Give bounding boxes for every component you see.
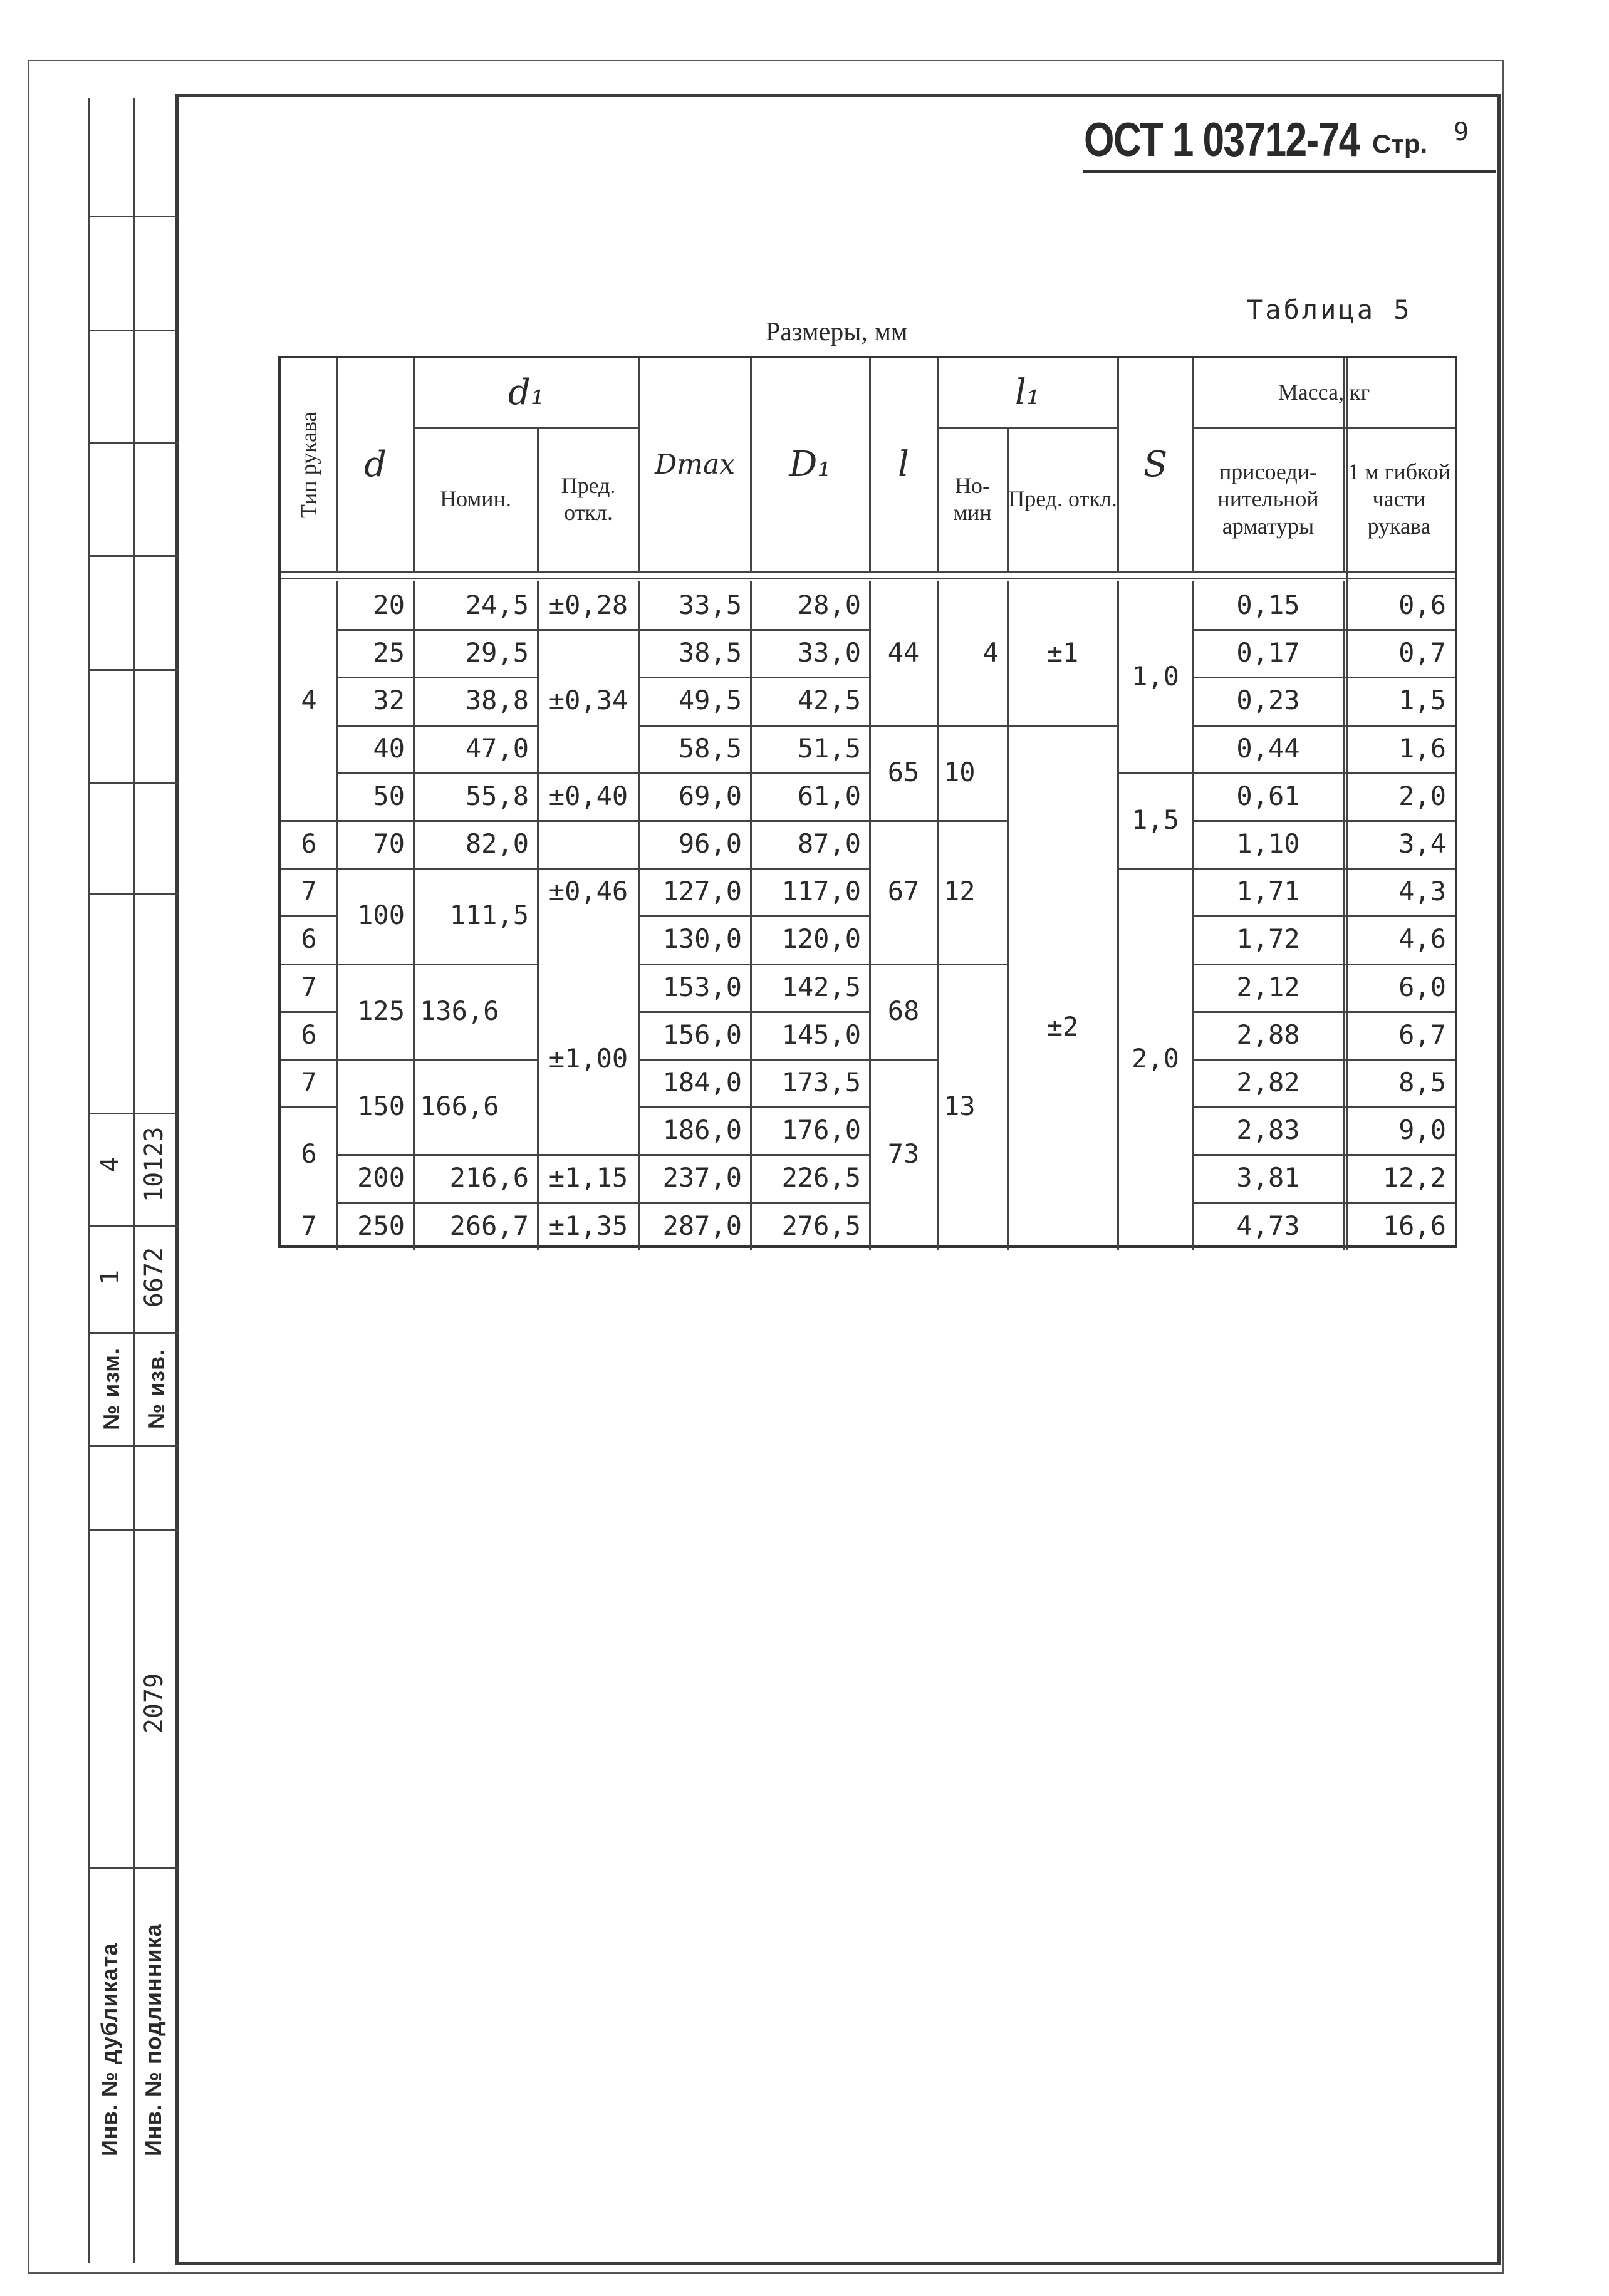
cell-l: 73	[887, 1138, 920, 1170]
cell-dmax: 153,0	[662, 971, 742, 1002]
cell-D1: 33,0	[797, 637, 861, 668]
cell-dmax: 69,0	[678, 780, 742, 811]
cell-dmax: 130,0	[662, 923, 742, 955]
col-header-d: d	[364, 444, 387, 485]
cell-mass-fitting: 0,44	[1236, 732, 1300, 764]
cell-d: 70	[373, 828, 405, 860]
stamp-line	[88, 1445, 179, 1447]
col-header-hose-type: Тип рукава	[296, 412, 321, 518]
stamp-line	[88, 1529, 179, 1531]
cell-dmax: 156,0	[662, 1019, 742, 1050]
stamp-line	[88, 782, 179, 784]
cell-dmax: 127,0	[662, 876, 742, 907]
cell-D1: 42,5	[797, 685, 861, 716]
cell-D1: 226,5	[781, 1162, 861, 1193]
cell-D1: 51,5	[797, 732, 861, 764]
stamp-line	[88, 1113, 179, 1114]
stamp-line	[88, 1867, 179, 1869]
cell-l: 68	[887, 995, 920, 1026]
col-header-mass-fitting: присоеди-нительной арматуры	[1217, 459, 1319, 539]
cell-dmax: 38,5	[678, 637, 742, 668]
cell-mass-fitting: 3,81	[1236, 1162, 1300, 1193]
cell-D1: 120,0	[781, 923, 861, 955]
cell-d: 150	[357, 1091, 405, 1122]
col-header-l: l	[898, 444, 909, 485]
cell-D1: 61,0	[797, 780, 861, 811]
col-header-l1-nom: Но-мин	[953, 472, 992, 525]
cell-s: 1,5	[1132, 804, 1179, 835]
cell-mass-fitting: 2,82	[1236, 1067, 1300, 1098]
cell-mass-hose: 2,0	[1398, 780, 1446, 811]
cell-hose-type: 4	[301, 685, 317, 716]
cell-l1-tol: ±1	[1046, 637, 1079, 668]
cell-d1-nom: 266,7	[449, 1210, 529, 1241]
cell-mass-fitting: 2,12	[1236, 971, 1300, 1002]
cell-hose-type: 6	[301, 1019, 317, 1050]
cell-s: 1,0	[1132, 661, 1179, 692]
cell-hose-type: 7	[301, 1067, 317, 1098]
col-header-d1: d₁	[508, 371, 545, 413]
col-header-D1: D₁	[789, 444, 831, 485]
stamp-line	[88, 893, 179, 895]
cell-mass-fitting: 1,71	[1236, 876, 1300, 907]
cell-s: 2,0	[1132, 1042, 1179, 1074]
cell-mass-hose: 9,0	[1398, 1114, 1446, 1146]
cell-mass-fitting: 1,10	[1236, 828, 1300, 860]
side-stamp	[88, 98, 179, 2263]
cell-l1-nom: 12	[944, 876, 976, 907]
cell-l: 65	[887, 756, 920, 787]
cell-hose-type: 7	[301, 971, 317, 1002]
cell-d1-tol: ±1,00	[548, 1042, 628, 1074]
document-header	[1078, 113, 1504, 175]
cell-d1-tol: ±0,46	[548, 876, 628, 907]
header-underline	[1083, 170, 1496, 173]
cell-hose-type: 6	[301, 1138, 317, 1170]
cell-mass-hose: 6,7	[1398, 1019, 1446, 1050]
col-header-l1-tol: Пред. откл.	[1008, 486, 1117, 512]
stamp-line	[88, 669, 179, 671]
inv-orig-label: Инв. № подлинника	[140, 1923, 166, 2156]
cell-d1-nom: 29,5	[465, 637, 529, 668]
rev-value-4: 4	[96, 1156, 125, 1173]
col-header-d1-nom: Номин.	[440, 486, 511, 512]
stamp-line	[88, 330, 179, 331]
cell-hose-type: 7	[301, 1210, 317, 1241]
stamp-line	[88, 442, 179, 444]
cell-d: 100	[357, 900, 405, 931]
cell-l1-nom: 4	[982, 637, 999, 668]
cell-d1-nom: 55,8	[465, 780, 529, 811]
cell-d1-nom: 136,6	[420, 995, 499, 1026]
cell-d1-nom: 216,6	[449, 1162, 529, 1193]
cell-mass-hose: 12,2	[1382, 1162, 1446, 1193]
cell-mass-hose: 3,4	[1398, 828, 1446, 860]
notice-value-10123: 10123	[140, 1126, 169, 1202]
cell-dmax: 49,5	[678, 685, 742, 716]
cell-mass-fitting: 0,61	[1236, 780, 1300, 811]
cell-dmax: 184,0	[662, 1067, 742, 1098]
cell-dmax: 96,0	[678, 828, 742, 860]
cell-d1-nom: 38,8	[465, 685, 529, 716]
cell-d1-tol: ±0,34	[548, 685, 628, 716]
cell-dmax: 237,0	[662, 1162, 742, 1193]
cell-d: 25	[373, 637, 405, 668]
cell-D1: 176,0	[781, 1114, 861, 1146]
cell-d: 40	[373, 732, 405, 764]
cell-d: 20	[373, 590, 405, 621]
col-header-s: S	[1143, 444, 1168, 485]
page-label: Стр.	[1372, 129, 1428, 158]
header-bottom-line	[281, 578, 1455, 579]
cell-mass-hose: 8,5	[1398, 1067, 1446, 1098]
cell-D1: 28,0	[797, 590, 861, 621]
notice-no-label: № изв.	[143, 1348, 169, 1430]
cell-l: 67	[887, 876, 920, 907]
rev-value-1: 1	[96, 1269, 125, 1286]
cell-d1-nom: 47,0	[465, 732, 529, 764]
cell-mass-hose: 0,7	[1398, 637, 1446, 668]
cell-d1-nom: 166,6	[420, 1091, 499, 1122]
stamp-line	[88, 1225, 179, 1227]
cell-mass-hose: 6,0	[1398, 971, 1446, 1002]
units-caption: Размеры, мм	[766, 318, 908, 346]
cell-d1-tol: ±0,40	[548, 780, 628, 811]
cell-mass-fitting: 0,23	[1236, 685, 1300, 716]
page-number: 9	[1454, 118, 1469, 147]
cell-mass-hose: 4,3	[1398, 876, 1446, 907]
cell-hose-type: 6	[301, 828, 317, 860]
document-code: ОСТ 1 03712-74	[1084, 113, 1360, 167]
cell-D1: 173,5	[781, 1067, 861, 1098]
cell-mass-hose: 4,6	[1398, 923, 1446, 955]
col-header-mass-hose: 1 м гибкой части рукава	[1347, 459, 1451, 539]
cell-D1: 142,5	[781, 971, 861, 1002]
stamp-line	[88, 555, 179, 557]
cell-d1-nom: 82,0	[465, 828, 529, 860]
cell-mass-fitting: 0,15	[1236, 590, 1300, 621]
cell-dmax: 33,5	[678, 590, 742, 621]
cell-d: 200	[357, 1162, 405, 1193]
cell-d: 50	[373, 780, 405, 811]
cell-d: 250	[357, 1210, 405, 1241]
notice-value-6672: 6672	[140, 1247, 169, 1308]
cell-mass-fitting: 4,73	[1236, 1210, 1300, 1241]
cell-D1: 87,0	[797, 828, 861, 860]
dimensions-table	[278, 356, 1457, 1248]
cell-d1-tol: ±1,15	[548, 1162, 628, 1193]
cell-mass-hose: 16,6	[1382, 1210, 1446, 1241]
header-bottom-line	[281, 571, 1455, 573]
col-header-d1-tol: Пред. откл.	[561, 472, 616, 525]
cell-D1: 117,0	[781, 876, 861, 907]
stamp-line	[88, 1332, 179, 1334]
cell-dmax: 186,0	[662, 1114, 742, 1146]
cell-d1-tol: ±0,28	[548, 590, 628, 621]
rev-no-label: № изм.	[98, 1348, 124, 1430]
cell-l1-nom: 10	[944, 756, 976, 787]
cell-l1-nom: 13	[944, 1091, 976, 1122]
cell-hose-type: 6	[301, 923, 317, 955]
cell-mass-fitting: 0,17	[1236, 637, 1300, 668]
cell-mass-hose: 1,6	[1398, 732, 1446, 764]
inv-orig-value: 2079	[140, 1673, 169, 1734]
cell-mass-fitting: 1,72	[1236, 923, 1300, 955]
cell-hose-type: 7	[301, 876, 317, 907]
cell-dmax: 287,0	[662, 1210, 742, 1241]
col-header-dmax: Dmax	[654, 448, 736, 480]
cell-mass-hose: 1,5	[1398, 685, 1446, 716]
table-caption: Таблица 5	[1247, 294, 1412, 325]
col-header-mass: Масса, кг	[1278, 380, 1370, 405]
cell-d: 32	[373, 685, 405, 716]
cell-d1-nom: 24,5	[465, 590, 529, 621]
cell-l: 44	[887, 637, 920, 668]
cell-mass-fitting: 2,83	[1236, 1114, 1300, 1146]
inv-dup-label: Инв. № дубликата	[96, 1942, 122, 2156]
cell-l1-tol: ±2	[1046, 1010, 1079, 1042]
cell-d1-nom: 111,5	[449, 900, 529, 931]
cell-D1: 145,0	[781, 1019, 861, 1050]
cell-mass-fitting: 2,88	[1236, 1019, 1300, 1050]
stamp-line	[88, 216, 179, 217]
cell-mass-hose: 0,6	[1398, 590, 1446, 621]
cell-dmax: 58,5	[678, 732, 742, 764]
cell-d: 125	[357, 995, 405, 1026]
col-header-l1: l₁	[1014, 371, 1041, 413]
cell-d1-tol: ±1,35	[548, 1210, 628, 1241]
cell-D1: 276,5	[781, 1210, 861, 1241]
